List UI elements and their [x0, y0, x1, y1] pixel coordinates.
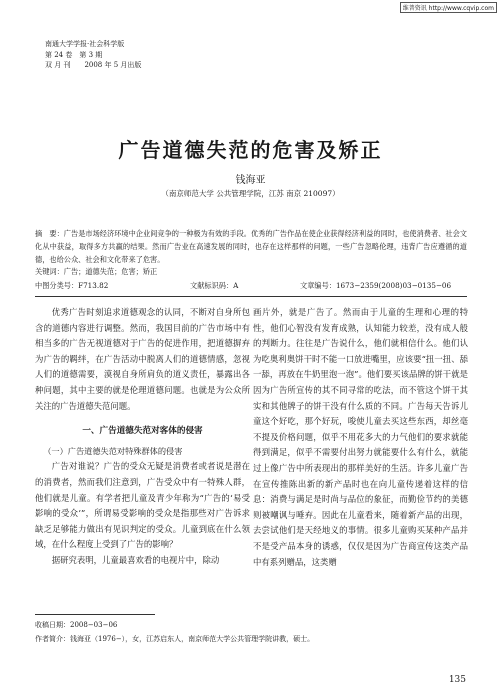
journal-volume: 第 24 卷 第 3 期: [45, 50, 103, 59]
body-paragraph: 优秀广告时刻追求道德观念的认同，不断对自身所包含的道德内容进行调整。然而，我国目前的广告市场中有相当多的广告无视道德对于广告的促进作用，把道德摒弃为广告的羁绊，在广告活动中脱离人们的道德情感，忽视人们的道德需要，漠视自身所肩负的道义责任，暴露出各种问题，其中主要的就是伦理道德问题。也就是为公众所关注的广告道德失范问题。: [35, 307, 250, 411]
author-name: 钱海亚: [235, 175, 266, 186]
page-number: 135: [448, 675, 466, 685]
source-stamp: 维普资讯 http://www.cqvip.com: [400, 2, 497, 13]
body-paragraph: 据研究表明，儿童最喜欢看的电视片中，除动: [51, 554, 220, 565]
journal-date: 双 月 刊 2008 年 5 月出版: [45, 61, 142, 69]
journal-header: [45, 39, 141, 71]
left-column: [35, 305, 250, 569]
document-code: 文献标识码：A: [190, 281, 239, 290]
article-number: 文章编号：1673−2359(2008)03−0135−06: [300, 281, 452, 290]
received-date: 收稿日期：2008−03−06: [35, 621, 118, 629]
right-column: [253, 305, 468, 570]
section-heading: 一、广告道德失范对客体的侵害: [82, 426, 203, 437]
keywords: 关键词：广告；道德失范；危害；矫正: [35, 267, 158, 276]
abstract: 摘 要：广告是市场经济环境中企业间竞争的一种极为有效的手段。优秀的广告作品在使企业获得经济利益的同时，也使消费者、社会文化从中获益，取得多方共赢的结果。然而广告业在高速发展的同时，也存在这样那样的问题，一些广告忽略伦理，违背广告应遵循的道德，也给公众、社会和文化带来了危害。: [35, 229, 467, 264]
clc-number: 中图分类号：F713.82: [35, 281, 109, 290]
journal-name: 南通大学学报·社会科学版: [45, 40, 125, 48]
footnote-divider: [35, 614, 155, 615]
header-divider: [35, 296, 467, 297]
paper-title: 广告道德失范的危害及矫正: [118, 138, 383, 162]
body-paragraph: 广告对谁说？广告的受众无疑是消费者或者说是潜在的消费者，然而我们注意到，广告受众中有一特殊人群，他们就是儿童。有学者把儿童及青少年称为“广告的‘易受影响的受众’”，所谓易受影响的受众是指那些对广告诉求缺乏足够能力做出有见识判定的受众。儿童到底在什么领域，在什么程度上受到了广告的影响？: [35, 461, 250, 550]
author-bio: 作者简介：钱海亚（1976−），女，江苏启东人，南京师范大学公共管理学院讲教，硕士。: [35, 635, 315, 643]
body-paragraph: 画片外，就是广告了。然而由于儿童的生理和心理的特性，他们心智没有发育成熟，认知能力较差，没有成人般的判断力。往往是广告说什么，他们就相信什么。他们认为吃奥利奥饼干时不能一口放进嘴里，应该要“扭一扭、舔一舔，再放在牛奶里泡一泡”。他们要买该品牌的饼干就是因为广告所宣传的其不同寻常的吃法，而不管这个饼干其实和其他牌子的饼干没有什么质的不同。广告每天告诉儿童这个好吃，那个好玩，唆使儿童去买这些东西，却丝毫不提及价格问题，似乎不用花多大的力气他们的要求就能得到满足，似乎不需要付出努力就能要什么有什么，就能过上像广告中所表现出的那样美好的生活。许多儿童广告在宣传推陈出新的新产品时也在向儿童传递着这样的信息：消费与满足是时尚与品位的象征，而勤俭节约的美德则被嘲讽与唾弃。因此在儿童看来，随着新产品的出现，去尝试他们是天经地义的事情。很多儿童购买某种产品并不是受产品本身的诱惑，仅仅是因为广告商宣传这类产品中有系列赠品，这类赠: [253, 307, 468, 567]
author-affiliation: （南京师范大学 公共管理学院，江苏 南京 210097）: [161, 189, 340, 198]
subsection-heading: （一）广告道德失范对特殊群体的侵害: [43, 445, 183, 456]
